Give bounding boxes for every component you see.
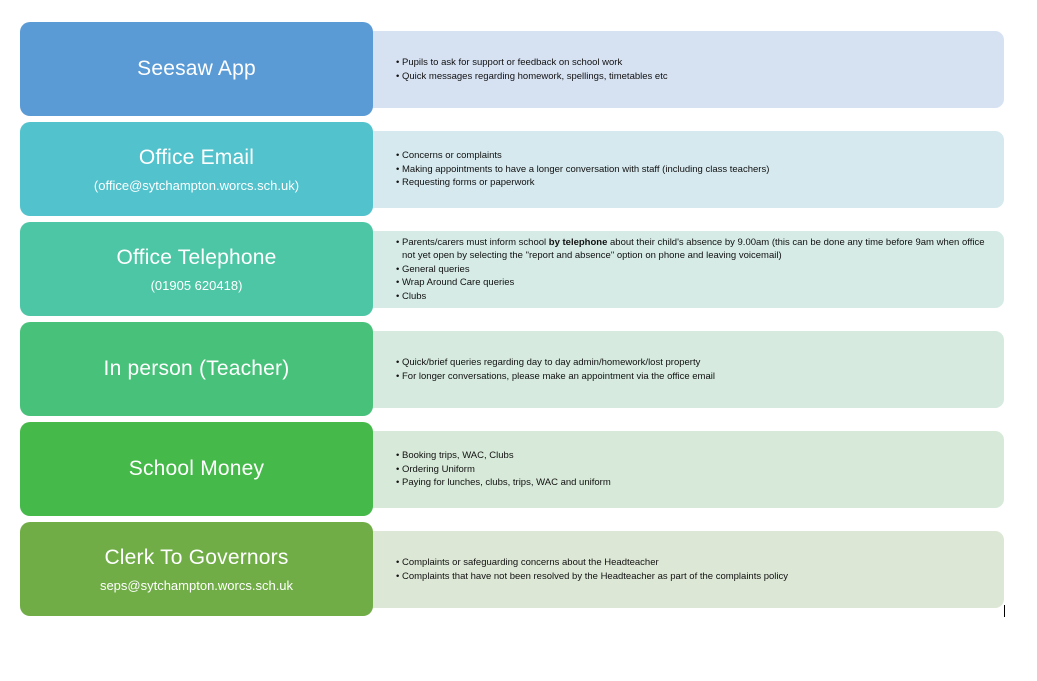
contact-method-title: Seesaw App bbox=[137, 57, 256, 80]
bullet-item: • Ordering Uniform bbox=[396, 463, 996, 477]
contact-method-title: In person (Teacher) bbox=[103, 357, 290, 380]
bullet-item: • Paying for lunches, clubs, trips, WAC and uniform bbox=[396, 476, 996, 490]
text-cursor bbox=[1004, 605, 1005, 617]
details-box bbox=[340, 31, 1004, 108]
contact-row bbox=[20, 122, 1004, 216]
contact-method-subtitle: seps@sytchampton.worcs.sch.uk bbox=[99, 577, 294, 593]
details-box bbox=[340, 331, 1004, 408]
details-box bbox=[340, 431, 1004, 508]
bullet-item: • Quick messages regarding homework, spellings, timetables etc bbox=[396, 70, 996, 84]
contact-method-label bbox=[20, 422, 373, 516]
bullet-item: • Booking trips, WAC, Clubs bbox=[396, 449, 996, 463]
bullet-item bbox=[396, 236, 996, 263]
contact-row bbox=[20, 522, 1004, 616]
bullet-item: • Pupils to ask for support or feedback on school work bbox=[396, 56, 996, 70]
bullet-list bbox=[396, 236, 996, 304]
bullet-list bbox=[396, 449, 996, 490]
contact-method-label bbox=[20, 522, 373, 616]
bullet-item: • Quick/brief queries regarding day to day admin/homework/lost property bbox=[396, 356, 996, 370]
details-box bbox=[340, 531, 1004, 608]
contact-row bbox=[20, 322, 1004, 416]
bullet-item: • General queries bbox=[396, 263, 996, 277]
bullet-item: • Making appointments to have a longer conversation with staff (including class teachers) bbox=[396, 163, 996, 177]
bullet-item: • Wrap Around Care queries bbox=[396, 276, 996, 290]
contact-row bbox=[20, 422, 1004, 516]
details-box bbox=[340, 231, 1004, 308]
contact-method-label bbox=[20, 122, 373, 216]
bullet-item: • Clubs bbox=[396, 290, 996, 304]
contact-method-title: Clerk To Governors bbox=[104, 545, 289, 569]
contact-method-title: School Money bbox=[128, 457, 265, 480]
contact-row bbox=[20, 222, 1004, 316]
bullet-item: • Complaints that have not been resolved by the Headteacher as part of the complaints policy bbox=[396, 570, 996, 584]
bullet-item: • Concerns or complaints bbox=[396, 149, 996, 163]
bullet-item: • Requesting forms or paperwork bbox=[396, 176, 996, 190]
contact-row bbox=[20, 22, 1004, 116]
bullet-text-start: Parents/carers must inform school bbox=[402, 236, 549, 248]
bullet-item: • For longer conversations, please make an appointment via the office email bbox=[396, 370, 996, 384]
contact-method-subtitle: (01905 620418) bbox=[150, 277, 243, 293]
contact-method-subtitle: (office@sytchampton.worcs.sch.uk) bbox=[93, 177, 300, 193]
contact-method-label bbox=[20, 322, 373, 416]
bullet-item: • Complaints or safeguarding concerns about the Headteacher bbox=[396, 556, 996, 570]
contact-method-label bbox=[20, 22, 373, 116]
bullet-list bbox=[396, 56, 996, 83]
bullet-list bbox=[396, 556, 996, 583]
contact-method-label bbox=[20, 222, 373, 316]
bullet-list bbox=[396, 356, 996, 383]
bullet-text-end: about their child's absence by 9.00am (this can be done any time before 9am when office not yet open by selecting the "report and absence" option on phone and leaving voicemail) bbox=[402, 236, 985, 262]
contact-method-title: Office Telephone bbox=[116, 245, 277, 269]
bullet-text-bold: by telephone bbox=[548, 236, 608, 248]
details-box bbox=[340, 131, 1004, 208]
contact-method-title: Office Email bbox=[138, 145, 255, 169]
bullet-list bbox=[396, 149, 996, 190]
